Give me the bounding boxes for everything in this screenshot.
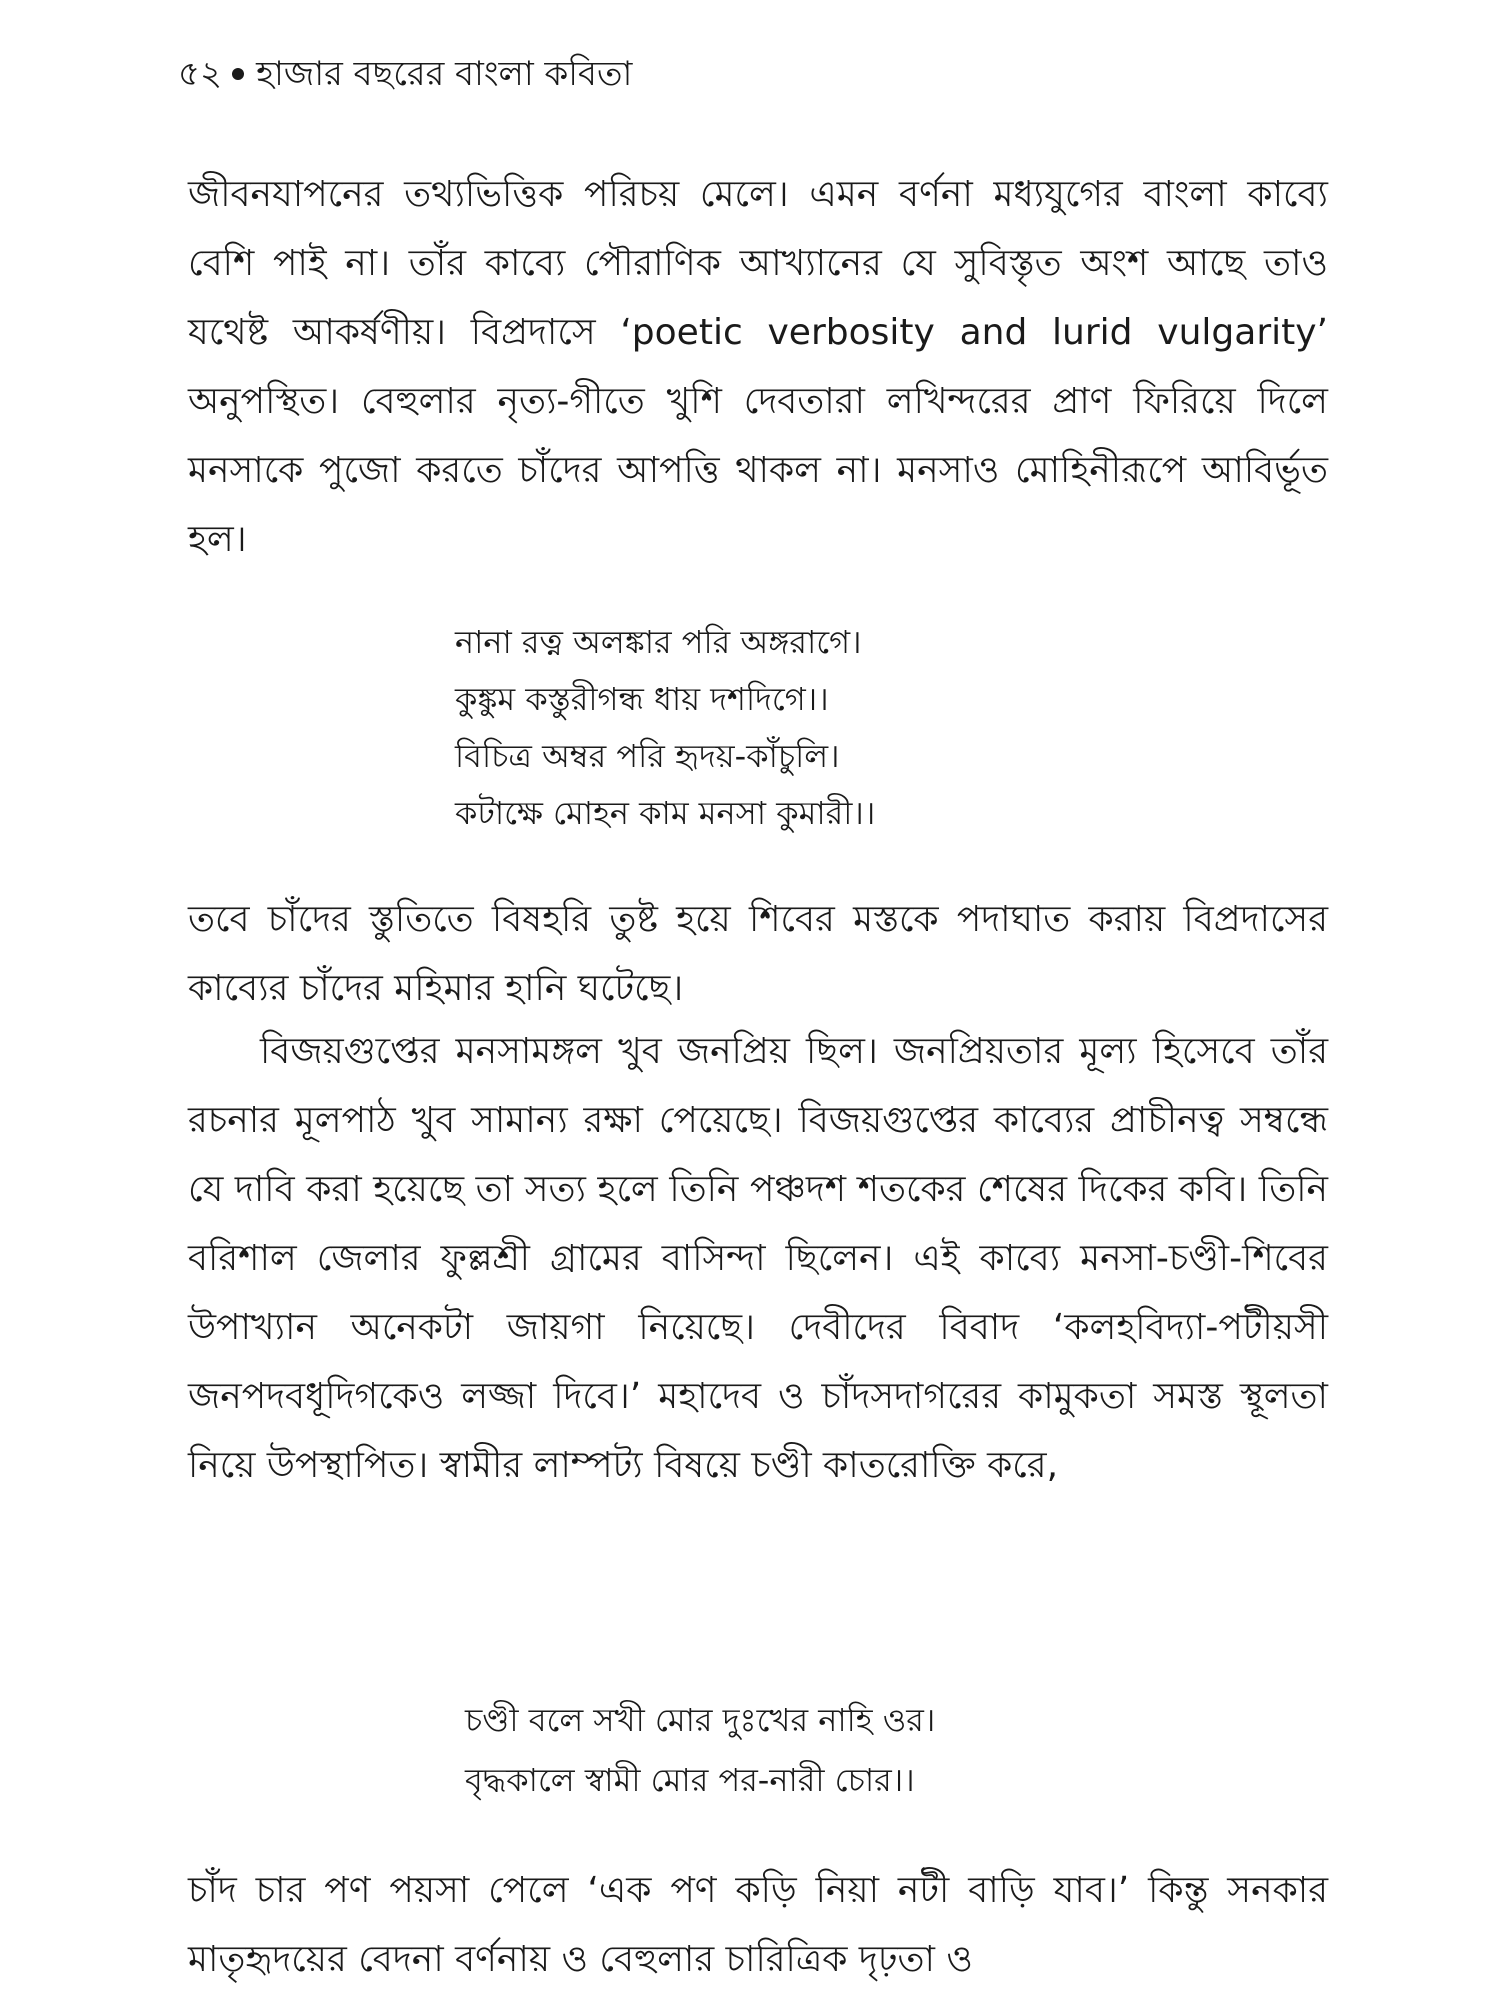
book-title: হাজার বছরের বাংলা কবিতা xyxy=(256,54,633,94)
verse-line: কটাক্ষে মোহন কাম মনসা কুমারী।। xyxy=(455,794,876,832)
verse-line: বিচিত্র অম্বর পরি হৃদয়-কাঁচুলি। xyxy=(455,737,840,775)
verse-line: বৃদ্ধকালে স্বামী মোর পর-নারী চোর।। xyxy=(465,1761,915,1799)
paragraph-3 xyxy=(188,1017,1328,1500)
verse-line: কুঙ্কুম কস্তুরীগন্ধ ধায় দশদিগে।। xyxy=(455,680,829,718)
verse-line: নানা রত্ন অলঙ্কার পরি অঙ্গরাগে। xyxy=(455,623,862,661)
paragraph-text: চাঁদ চার পণ পয়সা পেলে ‘এক পণ কড়ি নিয়া নটী বাড়ি যাব।’ কিন্তু সনকার মাতৃহৃদয়ের বেদনা বর্ণনায় ও বেহুলার চারিত্রিক দৃঢ়তা ও xyxy=(188,1870,1328,1980)
running-header xyxy=(178,52,632,96)
page-number: ৫২ xyxy=(178,54,223,94)
verse-block-2 xyxy=(465,1690,935,1810)
paragraph-2 xyxy=(188,885,1328,1023)
paragraph-1 xyxy=(188,160,1328,574)
paragraph-text: জীবনযাপনের তথ্যভিত্তিক পরিচয় মেলে। এমন বর্ণনা মধ্যযুগের বাংলা কাব্যে বেশি পাই না। তাঁর কাব্যে পৌরাণিক আখ্যানের যে সুবিস্তৃত অংশ আছে তাও যথেষ্ট আকর্ষণীয়। বিপ্রদাসে ‘poetic verbosity and lurid vulgarity’ অনুপস্থিত। বেহুলার নৃত্য-গীতে খুশি দেবতারা লখিন্দরের প্রাণ ফিরিয়ে দিলে মনসাকে পুজো করতে চাঁদের আপত্তি থাকল না। মনসাও মোহিনীরূপে আবির্ভূত হল। xyxy=(188,174,1328,560)
paragraph-4 xyxy=(188,1856,1328,1994)
bullet-separator-icon xyxy=(232,68,244,80)
paragraph-text: তবে চাঁদের স্তুতিতে বিষহরি তুষ্ট হয়ে শিবের মস্তকে পদাঘাত করায় বিপ্রদাসের কাব্যের চাঁদের মহিমার হানি ঘটেছে। xyxy=(188,899,1328,1009)
paragraph-text: বিজয়গুপ্তের মনসামঙ্গল খুব জনপ্রিয় ছিল। জনপ্রিয়তার মূল্য হিসেবে তাঁর রচনার মূলপাঠ খুব সামান্য রক্ষা পেয়েছে। বিজয়গুপ্তের কাব্যের প্রাচীনত্ব সম্বন্ধে যে দাবি করা হয়েছে তা সত্য হলে তিনি পঞ্চদশ শতকের শেষের দিকের কবি। তিনি বরিশাল জেলার ফুল্লশ্রী গ্রামের বাসিন্দা ছিলেন। এই কাব্যে মনসা-চণ্ডী-শিবের উপাখ্যান অনেকটা জায়গা নিয়েছে। দেবীদের বিবাদ ‘কলহবিদ্যা-পটীয়সী জনপদবধূদিগকেও লজ্জা দিবে।’ মহাদেব ও চাঁদসদাগরের কামুকতা সমস্ত স্থূলতা নিয়ে উপস্থাপিত। স্বামীর লাম্পট্য বিষয়ে চণ্ডী কাতরোক্তি করে, xyxy=(188,1031,1328,1486)
verse-line: চণ্ডী বলে সখী মোর দুঃখের নাহি ওর। xyxy=(465,1701,936,1739)
verse-block-1 xyxy=(455,614,875,842)
